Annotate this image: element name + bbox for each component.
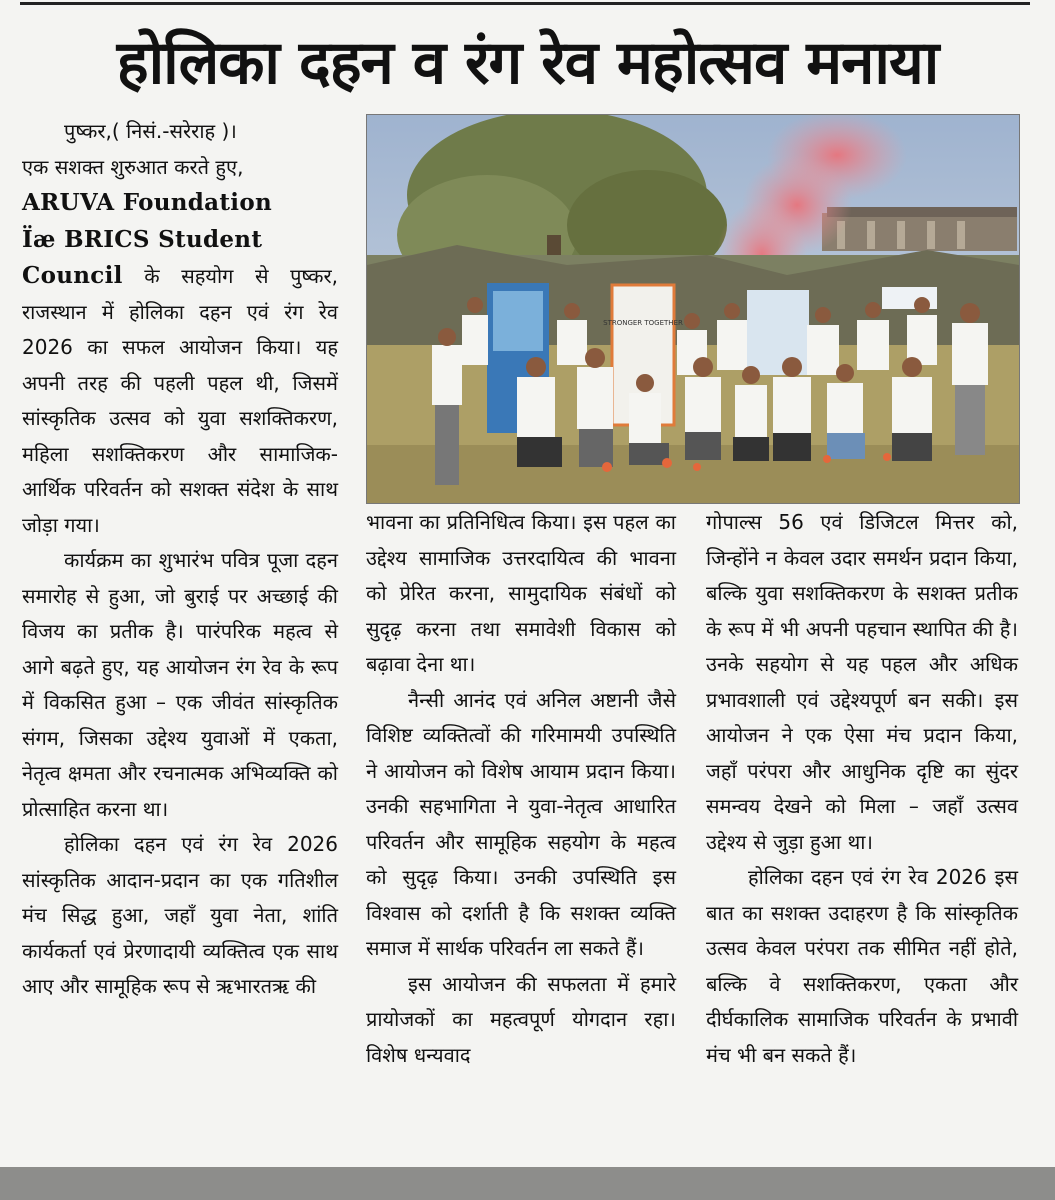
col1-para2: कार्यक्रम का शुभारंभ पवित्र पूजा दहन समारोह से हुआ, जो बुराई पर अच्छाई की विजय का प्रतीक है। पारंपरिक महत्व से आगे बढ़ते हुए, यह आयोजन रंग रेव के रूप में विकसित हुआ – एक जीवंत सांस्कृतिक संगम, जिसका उद्देश्य युवाओं में एकता, नेतृत्व क्षमता और रचनात्मक अभिव्यक्ति को प्रोत्साहित करना था। [22, 548, 338, 821]
banner-text: STRONGER TOGETHER [603, 319, 683, 327]
dateline: पुष्कर,( निसं.-सरेराह )। [64, 119, 237, 143]
col3-para1: गोपाल्स 56 एवं डिजिटल मित्तर को, जिन्होंने न केवल उदार समर्थन प्रदान किया, बल्कि युवा सशक्तिकरण के सशक्त प्रतीक के रूप में भी अपनी पहचान स्थापित की है। उनके सहयोग से यह पहल और अधिक प्रभावशाली एवं उद्देश्यपूर्ण बन सकी। इस आयोजन ने एक ऐसा मंच प्रदान किया, जहाँ परंपरा और आधुनिक दृष्टि का सुंदर समन्वय देखने को मिला – जहाँ उत्सव उद्देश्य से जुड़ा हुआ था। [706, 510, 1018, 854]
col1-para1 [22, 150, 338, 544]
headline: होलिका दहन व रंग रेव महोत्सव मनाया [116, 28, 939, 98]
col1-para1-body: के सहयोग से पुष्कर, राजस्थान में होलिका दहन एवं रंग रेव 2026 का सफल आयोजन किया। यह अपनी तरह की पहली पहल थी, जिसमें सांस्कृतिक उत्सव को युवा सशक्तिकरण, महिला सशक्तिकरण और सामाजिक-आर्थिक परिवर्तन को सशक्त संदेश के साथ जोड़ा गया। [22, 264, 338, 537]
col1-para3: होलिका दहन एवं रंग रेव 2026 सांस्कृतिक आदान-प्रदान का एक गतिशील मंच सिद्ध हुआ, जहाँ युवा नेता, शांति कार्यकर्ता एवं प्रेरणादायी व्यक्तित्व एक साथ आए और सामूहिक रूप से ऋभारतऋ की [22, 832, 338, 998]
column-3 [706, 505, 1018, 1073]
col3-para2: होलिका दहन एवं रंग रेव 2026 इस बात का सशक्त उदाहरण है कि सांस्कृतिक उत्सव केवल परंपरा तक सीमित नहीं होते, बल्कि वे सशक्तिकरण, एकता और दीर्घकालिक सामाजिक परिवर्तन के प्रभावी मंच भी बन सकते हैं। [706, 865, 1018, 1067]
top-rule [20, 2, 1030, 5]
column-2 [366, 505, 676, 1073]
event-photo [366, 114, 1020, 504]
group-photo-icon [367, 115, 1019, 503]
col2-para2: नैन्सी आनंद एवं अनिल अष्टानी जैसे विशिष्ट व्यक्तित्वों की गरिमामयी उपस्थिति ने आयोजन को विशेष आयाम प्रदान किया। उनकी सहभागिता ने युवा-नेतृत्व आधारित परिवर्तन और सामूहिक सहयोग के महत्व को सुदृढ़ किया। उनकी उपस्थिति इस विश्वास को दर्शाती है कि सशक्त व्यक्ति समाज में सार्थक परिवर्तन ला सकते हैं। [366, 687, 676, 960]
col1-para1-lead: एक सशक्त शुरुआत करते हुए, [22, 154, 244, 179]
org-name-1: ARUVA Foundation [22, 189, 272, 216]
org-name-3: Council [22, 262, 123, 289]
col2-para3: इस आयोजन की सफलता में हमारे प्रायोजकों का महत्वपूर्ण योगदान रहा। विशेष धन्यवाद [366, 971, 676, 1067]
column-1 [22, 114, 338, 1005]
building [822, 207, 1017, 251]
col2-para1: भावना का प्रतिनिधित्व किया। इस पहल का उद्देश्य सामाजिक उत्तरदायित्व की भावना को प्रेरित करना, सामुदायिक संबंधों को सुदृढ़ करना तथा समावेशी विकास को बढ़ावा देना था। [366, 510, 676, 676]
org-name-2: Ïæ BRICS Student [22, 225, 263, 253]
bottom-crop-bar [0, 1167, 1055, 1200]
